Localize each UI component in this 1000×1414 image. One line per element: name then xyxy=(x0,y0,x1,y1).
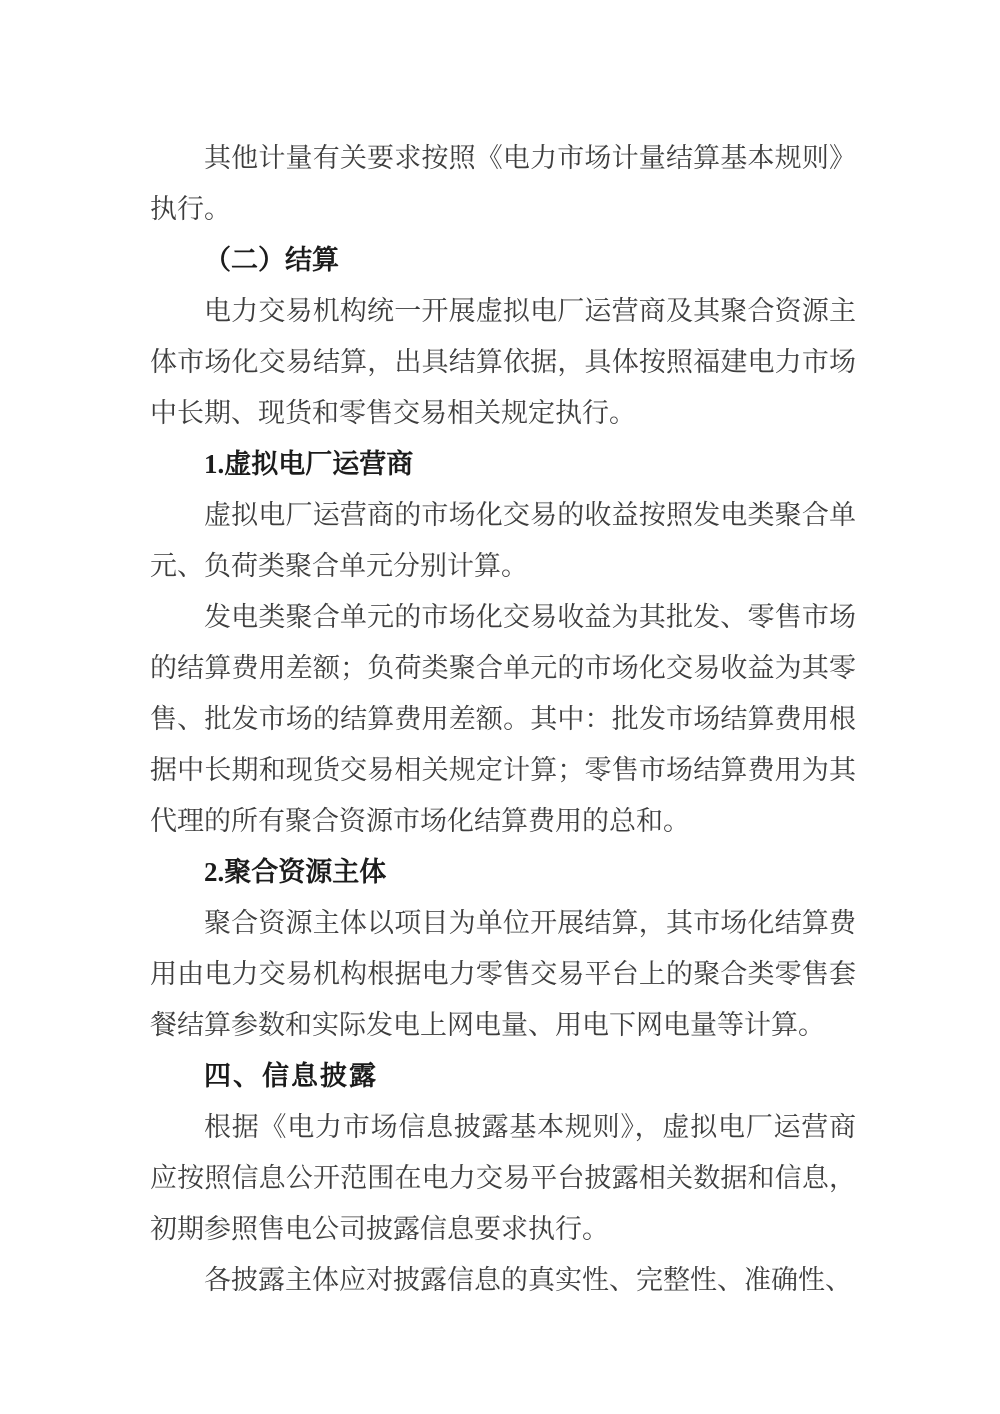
paragraph-disclosure-responsibility: 各披露主体应对披露信息的真实性、完整性、准确性、 xyxy=(204,1265,852,1295)
paragraph-disclosure-requirements: 根据《电力市场信息披露基本规则》，虚拟电厂运营商应按照信息公开范围在电力交易平台披露相关数据和信息，初期参照售电公司披露信息要求执行。 xyxy=(150,1112,856,1244)
document-content xyxy=(150,133,856,1306)
paragraph-aggregated-settlement: 聚合资源主体以项目为单位开展结算，其市场化结算费用由电力交易机构根据电力零售交易平台上的聚合类零售套餐结算参数和实际发电上网电量、用电下网电量等计算。 xyxy=(150,908,856,1040)
paragraph-settlement-overview: 电力交易机构统一开展虚拟电厂运营商及其聚合资源主体市场化交易结算，出具结算依据，具体按照福建电力市场中长期、现货和零售交易相关规定执行。 xyxy=(150,296,856,428)
subheading-aggregated-resources: 2.聚合资源主体 xyxy=(204,857,387,887)
paragraph-generation-unit-revenue: 发电类聚合单元的市场化交易收益为其批发、零售市场的结算费用差额；负荷类聚合单元的市场化交易收益为其零售、批发市场的结算费用差额。其中：批发市场结算费用根据中长期和现货交易相关规定计算；零售市场结算费用为其代理的所有聚合资源市场化结算费用的总和。 xyxy=(150,602,856,836)
paragraph-metering-requirements: 其他计量有关要求按照《电力市场计量结算基本规则》执行。 xyxy=(150,143,856,224)
subheading-vpp-operator: 1.虚拟电厂运营商 xyxy=(204,449,414,479)
section-heading-information-disclosure: 四、信息披露 xyxy=(204,1061,378,1091)
paragraph-vpp-revenue-split: 虚拟电厂运营商的市场化交易的收益按照发电类聚合单元、负荷类聚合单元分别计算。 xyxy=(150,500,856,581)
subheading-settlement: （二）结算 xyxy=(204,245,339,275)
